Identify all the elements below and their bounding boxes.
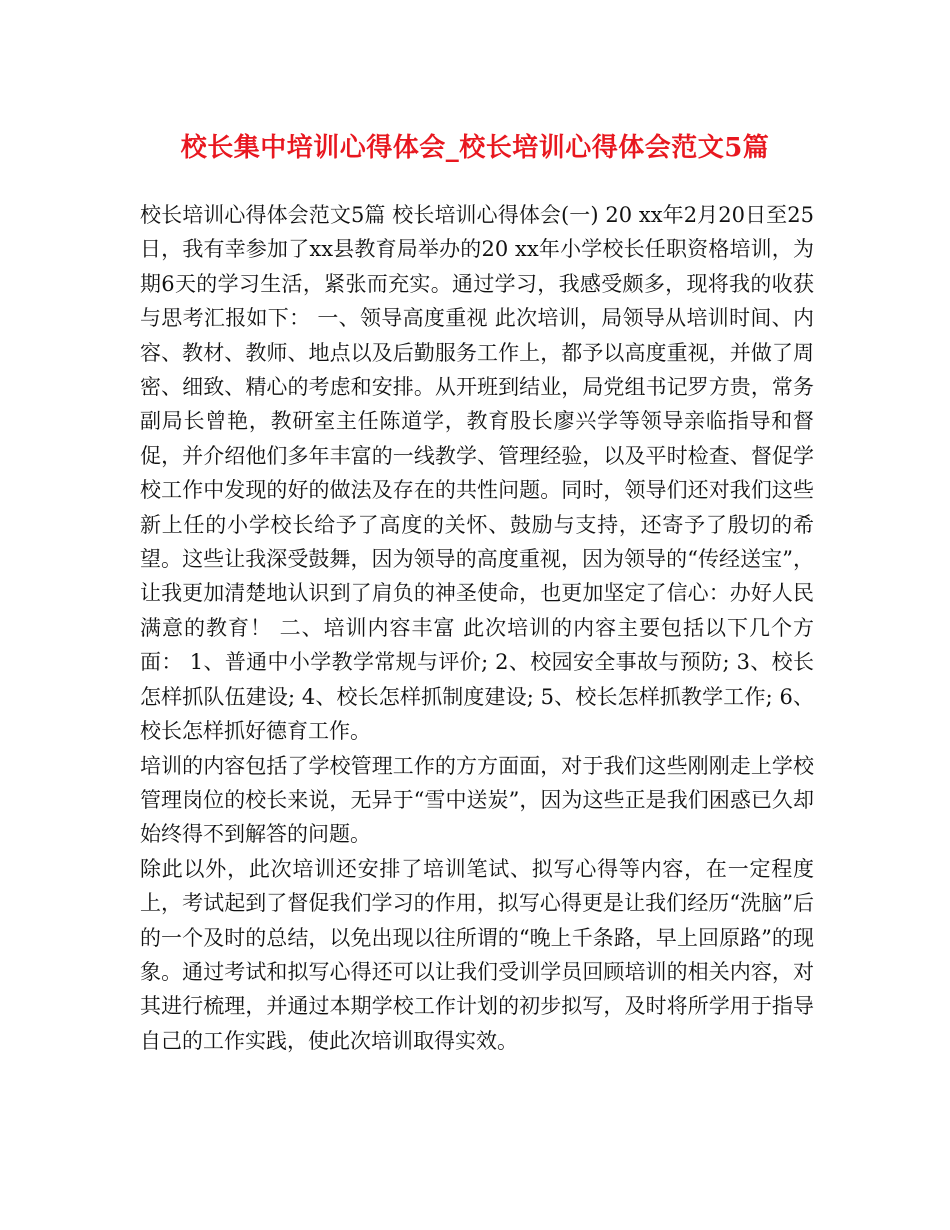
paragraph-3: 除此以外，此次培训还安排了培训笔试、拟写心得等内容，在一定程度上，考试起到了督促我们学习的作用，拟写心得更是让我们经历“洗脑”后的一个及时的总结，以免出现以往所谓的“晚上千条路，早上回原路”的现象。通过考试和拟写心得还可以让我们受训学员回顾培训的相关内容，对其进行梳理，并通过本期学校工作计划的初步拟写，及时将所学用于指导自己的工作实践，使此次培训取得实效。 (140, 856, 814, 1053)
paragraph-2: 培训的内容包括了学校管理工作的方方面面，对于我们这些刚刚走上学校管理岗位的校长来说，无异于“雪中送炭”，因为这些正是我们困惑已久却始终得不到解答的问题。 (140, 753, 814, 847)
document-body (140, 198, 814, 1058)
document-title: 校长集中培训心得体会_校长培训心得体会范文5篇 (180, 133, 770, 163)
paragraph-1: 校长培训心得体会范文5篇 校长培训心得体会(一) 20 xx年2月20日至25日，我有幸参加了xx县教育局举办的20 xx年小学校长任职资格培训，为期6天的学习生活，紧张而充实。通过学习，我感受颇多，现将我的收获与思考汇报如下： 一、领导高度重视 此次培训，局领导从培训时间、内容、教材、教师、地点以及后勤服务工作上，都予以高度重视，并做了周密、细致、精心的考虑和安排。从开班到结业，局党组书记罗方贵，常务副局长曾艳，教研室主任陈道学，教育股长廖兴学等领导亲临指导和督促，并介绍他们多年丰富的一线教学、管理经验，以及平时检查、督促学校工作中发现的好的做法及存在的共性问题。同时，领导们还对我们这些新上任的小学校长给予了高度的关怀、鼓励与支持，还寄予了殷切的希望。这些让我深受鼓舞，因为领导的高度重视，因为领导的“传经送宝”，让我更加清楚地认识到了肩负的神圣使命，也更加坚定了信心：办好人民满意的教育！ 二、培训内容丰富 此次培训的内容主要包括以下几个方面： 1、普通中小学教学常规与评价; 2、校园安全事故与预防; 3、校长怎样抓队伍建设; 4、校长怎样抓制度建设; 5、校长怎样抓教学工作; 6、校长怎样抓好德育工作。 (140, 203, 814, 744)
